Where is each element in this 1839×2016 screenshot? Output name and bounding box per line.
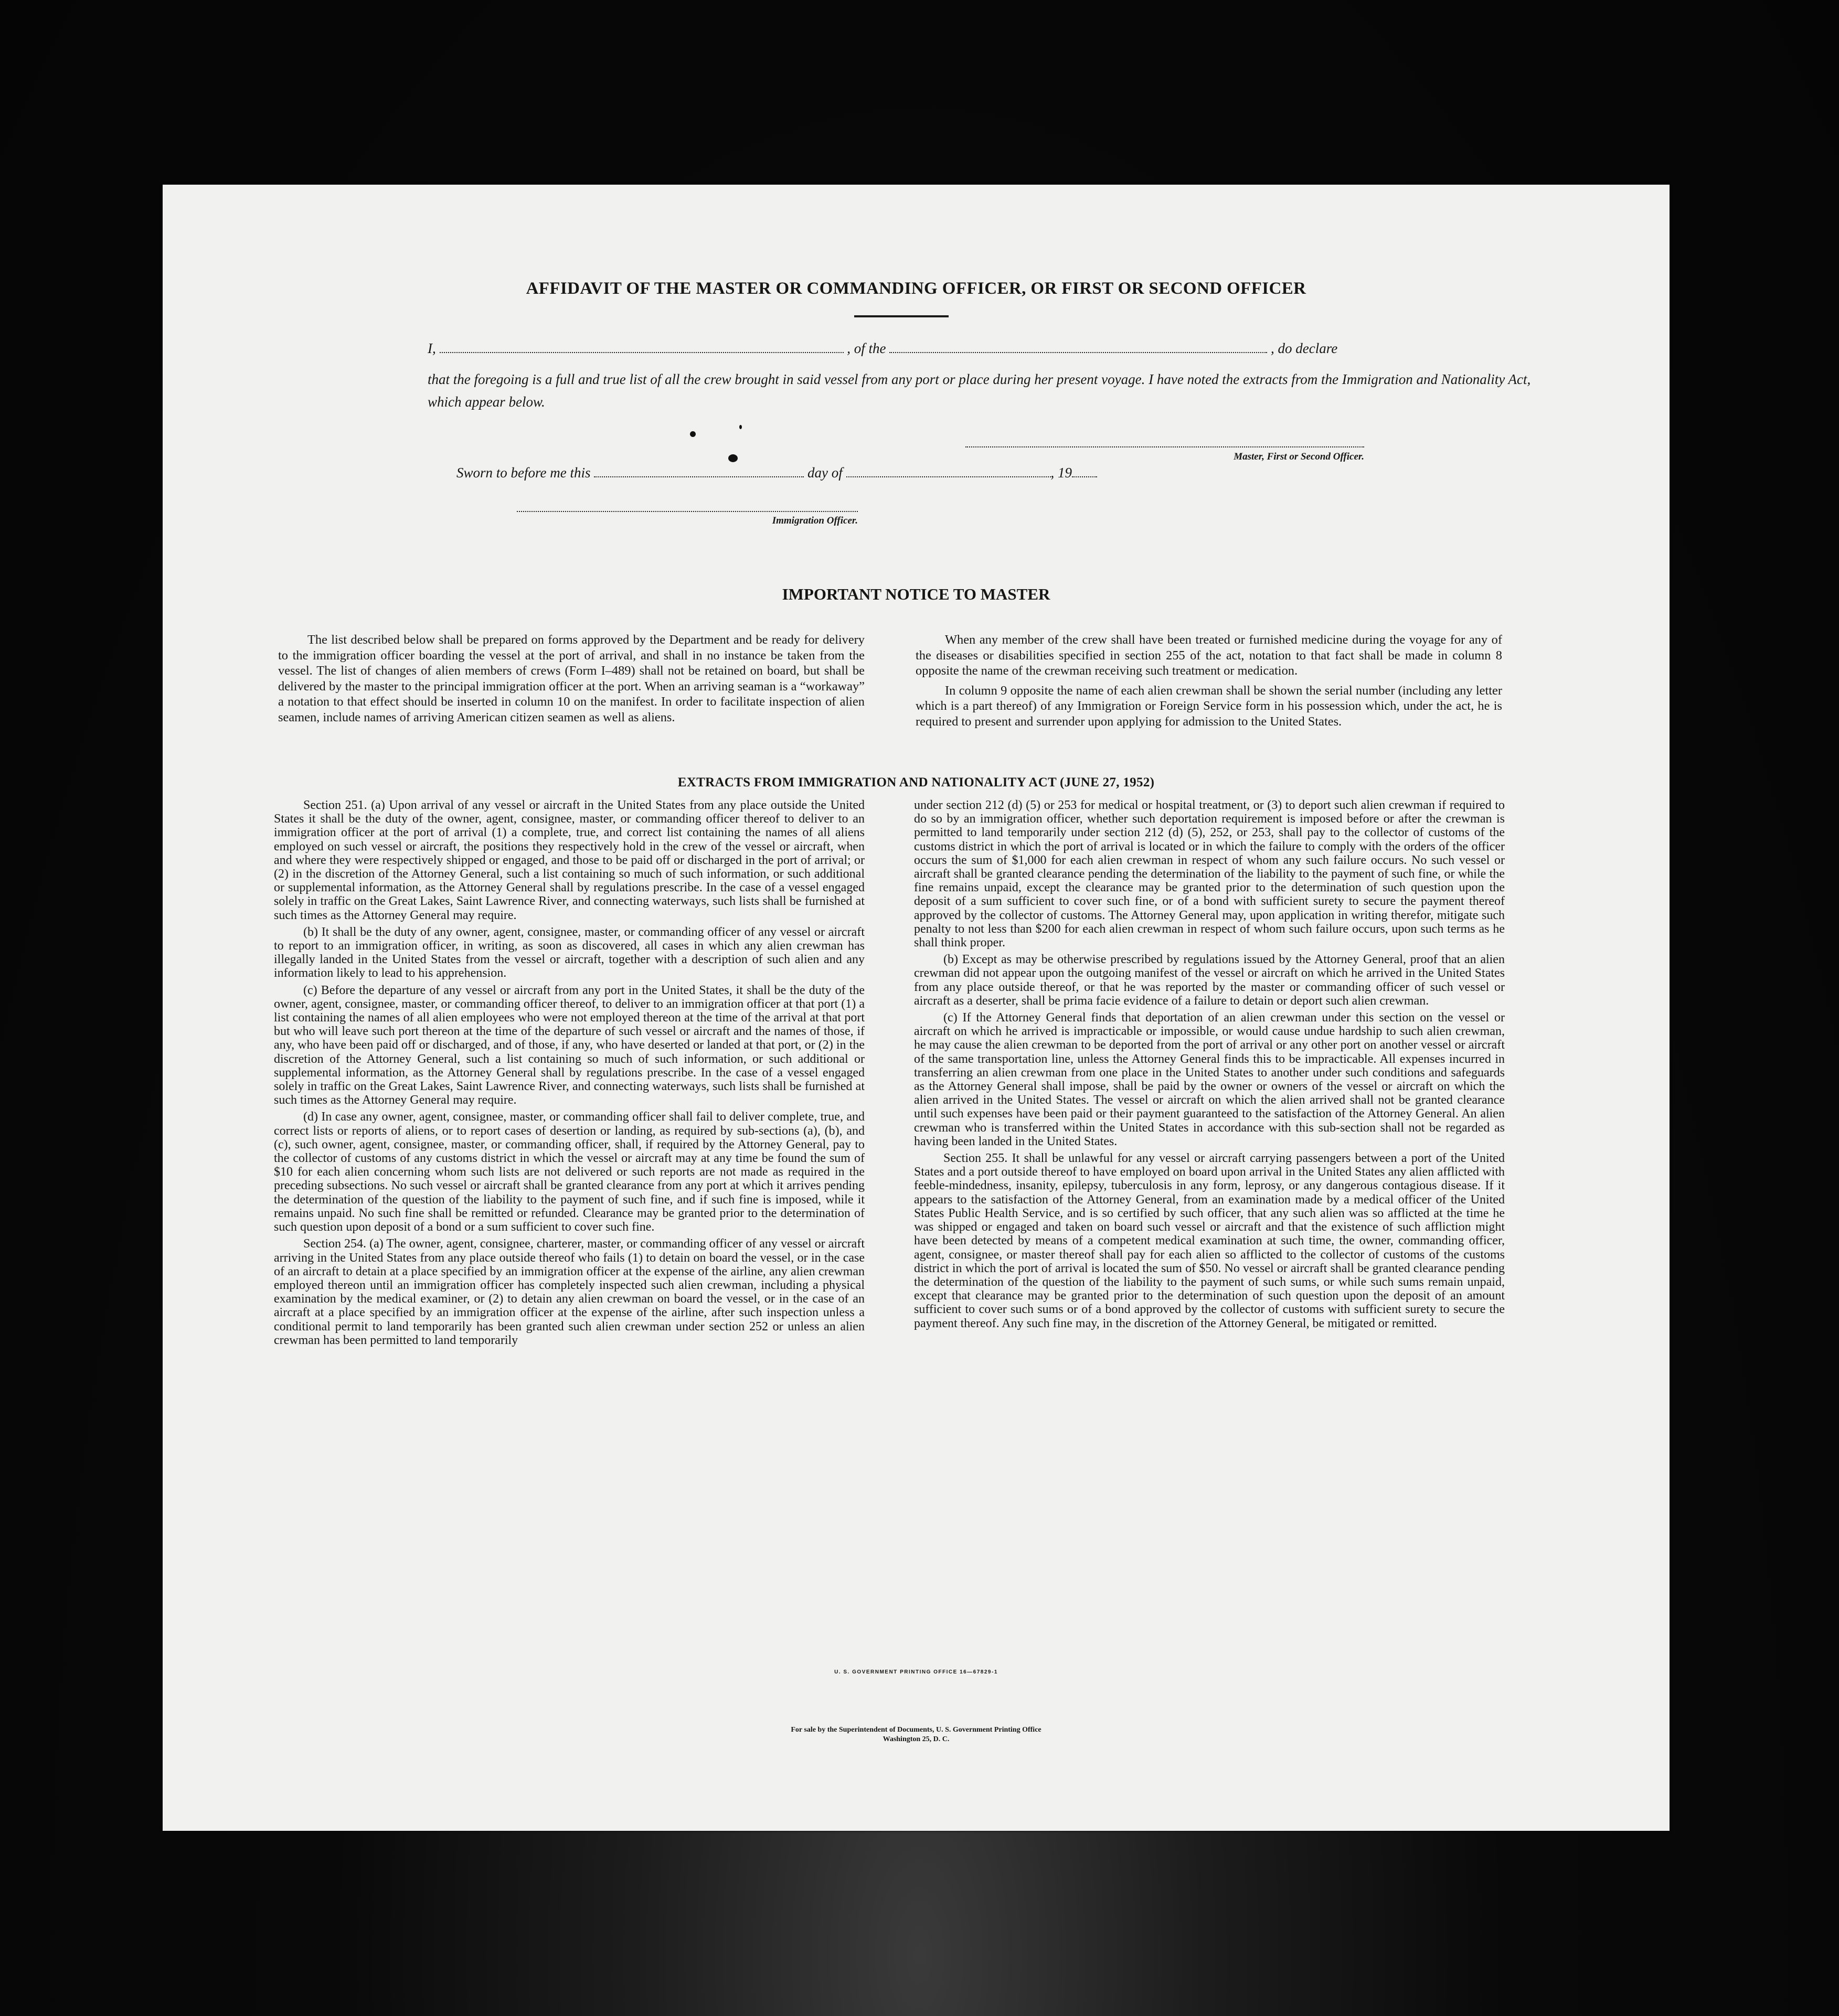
sworn-before-label: Sworn to before me this (456, 465, 591, 481)
extracts-title: EXTRACTS FROM IMMIGRATION AND NATIONALITY ACT (JUNE 27, 1952) (677, 775, 1155, 790)
ink-spot (739, 425, 742, 429)
notice-right-column (916, 632, 1502, 730)
title-underline (854, 315, 949, 317)
master-signature-line[interactable] (965, 446, 1364, 447)
act-paragraph: Section 254. (a) The owner, agent, consignee, charterer, master, or commanding officer of any vessel or aircraft arriving in the United States from any place outside thereof who fails (1) to detain on board the vessel, or in the case of an aircraft to detain at a place specified by an immigration officer at the expense of the airline, any alien crewman employed thereon until an immigration officer has completely inspected such alien crewman, including a physical examination by the medical examiner, or (2) to detain any alien crewman on board the vessel, or in the case of an aircraft at a place specified by an immigration officer at the expense of the airline, after such inspection unless a conditional permit to land temporarily has been granted such alien crewman under section 252 or unless an alien crewman has been permitted to land temporarily (274, 1237, 865, 1347)
immigration-officer-label: Immigration Officer. (772, 515, 858, 526)
notice-paragraph: When any member of the crew shall have been treated or furnished medicine during the voyage for any of the diseases or disabilities specified in section 255 of the act, notation to that fact shall be made in column 8 opposite the name of the crewman receiving such treatment or medication. (916, 633, 1502, 678)
act-paragraph: (b) Except as may be otherwise prescribed by regulations issued by the Attorney General, proof that an alien crewman did not appear upon the outgoing manifest of the vessel or aircraft on which he arrived in the United States from any place outside thereof, or that he was reported by the master or commanding officer of such vessel or aircraft as a deserter, shall be prima facie evidence of a failure to detain or deport such alien crewman. (914, 953, 1505, 1008)
immigration-officer-signature-line[interactable] (517, 511, 858, 512)
year-prefix: , 19 (1050, 465, 1072, 481)
declarant-name-blank[interactable] (440, 342, 844, 353)
declarant-prefix: I, (428, 340, 436, 356)
act-paragraph: (d) In case any owner, agent, consignee, master, or commanding officer shall fail to deliver complete, true, and correct lists or reports of aliens, or to report cases of desertion or landing, as required by sub-sections (a), (b), and (c), such owner, agent, consignee, master, or commanding officer, shall, if required by the Attorney General, pay to the collector of customs of any customs district in which the vessel or aircraft may at any time be found the sum of $10 for each alien concerning whom such lists are not delivered or such reports are not made as required in the preceding subsections. No such vessel or aircraft shall be granted clearance from any port at which it arrives pending the determination of the question of the liability to the payment of such fine, and if such fine is imposed, while it remains unpaid. No such fine shall be remitted or refunded. Clearance may be granted prior to the determination of such question upon deposit of a bond or a sum sufficient to cover such fine. (274, 1110, 865, 1234)
notice-paragraph: The list described below shall be prepared on forms approved by the Department and be ready for delivery to the immigration officer boarding the vessel at the port of arrival, and shall in no instance be taken from the vessel. The list of changes of alien members of crews (Form I–489) shall not be retained on board, but shall be delivered by the master to the principal immigration officer at the port. When an arriving seaman is a “workaway” a notation to that effect should be inserted in column 10 on the manifest. In order to facilitate inspection of alien seamen, include names of arriving American citizen seamen as well as aliens. (278, 633, 865, 724)
page-footer (163, 1725, 1670, 1744)
sworn-year-blank[interactable] (1072, 466, 1097, 477)
form-page (163, 185, 1670, 1831)
act-paragraph: Section 255. It shall be unlawful for any vessel or aircraft carrying passengers between a port of the United States and a port outside thereof to have employed on board upon arrival in the United States any alien afflicted with feeble-mindedness, insanity, epilepsy, tuberculosis in any form, leprosy, or any dangerous contagious disease. If it appears to the satisfaction of the Attorney General, from an examination made by a medical officer of the United States Public Health Service, and is so certified by such officer, that any such alien was so afflicted at the time he was shipped or engaged and taken on board such vessel or aircraft and that the existence of such affliction might have been detected by means of a competent medical examination at such time, the owner, commanding officer, agent, consignee, or master thereof shall pay for each alien so afflicted to the collector of customs of the customs district in which the port of arrival is located the sum of $50. No vessel or aircraft shall be granted clearance pending the determination of the question of the liability to the payment of such sums, or while such sums remain unpaid, except that clearance may be granted prior to the determination of such question upon the deposit of an amount sufficient to cover such sums or of a bond approved by the collector of customs with sufficient surety to secure the payment thereof. Any such fine may, in the discretion of the Attorney General, be mitigated or remitted. (914, 1151, 1505, 1330)
act-paragraph: (c) Before the departure of any vessel or aircraft from any port in the United States, it shall be the duty of the owner, agent, consignee, master, or commanding officer thereof, to deliver to an immigration officer at that port (1) a list containing the names of all alien employees who were not employed thereon at the time of the arrival at that port but who will leave such port thereon at the time of the departure of such vessel or aircraft and the names of those, if any, who have been paid off or discharged, and of those, if any, who have deserted or landed at that port, or (2) in the discretion of the Attorney General, such a list containing so much of such information, or such additional or supplemental information, as the Attorney General shall by regulations prescribe. In the case of a vessel engaged solely in traffic on the Great Lakes, Saint Lawrence River, and connecting waterways, such lists shall be furnished at such times as the Attorney General may require. (274, 983, 865, 1107)
footer-line-2: Washington 25, D. C. (883, 1735, 950, 1743)
affidavit-title: AFFIDAVIT OF THE MASTER OR COMMANDING OFFICER, OR FIRST OR SECOND OFFICER (526, 279, 1306, 298)
vessel-name-blank[interactable] (889, 342, 1267, 353)
act-paragraph: under section 212 (d) (5) or 253 for medical or hospital treatment, or (3) to deport such alien crewman if required to do so by an immigration officer, whether such deportation requirement is imposed before or after the crewman is permitted to land temporarily under section 212 (d) (5), 252, or 253, shall pay to the collector of customs of the customs district in which the port of arrival is located or in which the failure to comply with the orders of the officer occurs the sum of $1,000 for each alien crewman in respect of whom any such failure occurs. No such vessel or aircraft shall be granted clearance pending the determination of the liability to the payment of such fine, or while the fine remains unpaid, except the clearance may be granted prior to the determination of such question upon the deposit of a sum sufficient to cover such fine, or of a bond with sufficient surety to secure the payment thereof approved by the collector of customs. The Attorney General may, upon application in writing therefor, mitigate such penalty to not less than $200 for each alien crewman in respect of whom such failure occurs, upon such terms as he shall think proper. (914, 798, 1505, 950)
ink-spot (690, 431, 696, 437)
footer-line-1: For sale by the Superintendent of Documents, U. S. Government Printing Office (791, 1726, 1041, 1734)
notice-paragraph: In column 9 opposite the name of each alien crewman shall be shown the serial number (including any letter which is a part thereof) of any Immigration or Foreign Service form in his possession which, under the act, he is required to present and surrender upon applying for admission to the United States. (916, 683, 1502, 729)
sworn-fill-line (456, 465, 1191, 481)
act-paragraph: (b) It shall be the duty of any owner, agent, consignee, master, or commanding officer of any vessel or aircraft to report to an immigration officer, in writing, as soon as discovered, all cases in which any alien crewman has illegally landed in the United States from the vessel or aircraft, together with a description of such alien and any information likely to lead to his apprehension. (274, 925, 865, 980)
sworn-day-blank[interactable] (594, 466, 804, 477)
declaration-text: that the foregoing is a full and true list of all the crew brought in said vessel from any port or place during her present voyage. I have noted the extracts from the Immigration and Nationality Act, which appear below. (428, 371, 1531, 410)
sworn-month-blank[interactable] (846, 466, 1051, 477)
act-paragraph: (c) If the Attorney General finds that deportation of an alien crewman under this section on the vessel or aircraft on which he arrived is impracticable or impossible, or would cause undue hardship to such alien crewman, he may cause the alien crewman to be deported from the port of arrival or any other port on another vessel or aircraft of the same transportation line, unless the Attorney General finds this to be impracticable. All expenses incurred in transferring an alien crewman from one place in the United States to another under such conditions and safeguards as the Attorney General shall impose, shall be paid by the owner or owners of the vessel or aircraft on which the alien arrived in the United States. The vessel or aircraft on which the alien arrived shall not be granted clearance until such expenses have been paid or their payment guaranteed to the satisfaction of the Attorney General. An alien crewman who is transferred within the United States in accordance with this sub-section shall not be regarded as having been landed in the United States. (914, 1011, 1505, 1148)
declaration-fill-line (428, 340, 1550, 357)
act-paragraph: Section 251. (a) Upon arrival of any vessel or aircraft in the United States from any place outside the United States it shall be the duty of the owner, agent, consignee, master, or commanding officer thereof to deliver to an immigration officer at the port of arrival (1) a complete, true, and correct list containing the names of all aliens employed on such vessel or aircraft, the positions they respectively hold in the crew of the vessel or aircraft, when and where they were respectively shipped or engaged, and those to be paid off or discharged in the port of arrival; or (2) in the discretion of the Attorney General, such a list containing so much of such information, or such additional or supplemental information, as the Attorney General shall by regulations prescribe. In the case of a vessel engaged solely in traffic on the Great Lakes, Saint Lawrence River, and connecting waterways, such lists shall be furnished at such times as the Attorney General may require. (274, 798, 865, 922)
notice-title: IMPORTANT NOTICE TO MASTER (782, 585, 1050, 603)
master-signature-label: Master, First or Second Officer. (1234, 451, 1364, 462)
do-declare-label: , do declare (1271, 340, 1338, 356)
act-left-column (274, 798, 865, 1347)
of-the-label: , of the (847, 340, 886, 356)
printing-office-mark: U. S. GOVERNMENT PRINTING OFFICE 16—67829-1 (834, 1669, 998, 1675)
ink-spot (728, 454, 738, 462)
day-of-label: day of (807, 465, 843, 481)
notice-left-column (278, 632, 865, 726)
act-right-column (914, 798, 1505, 1330)
